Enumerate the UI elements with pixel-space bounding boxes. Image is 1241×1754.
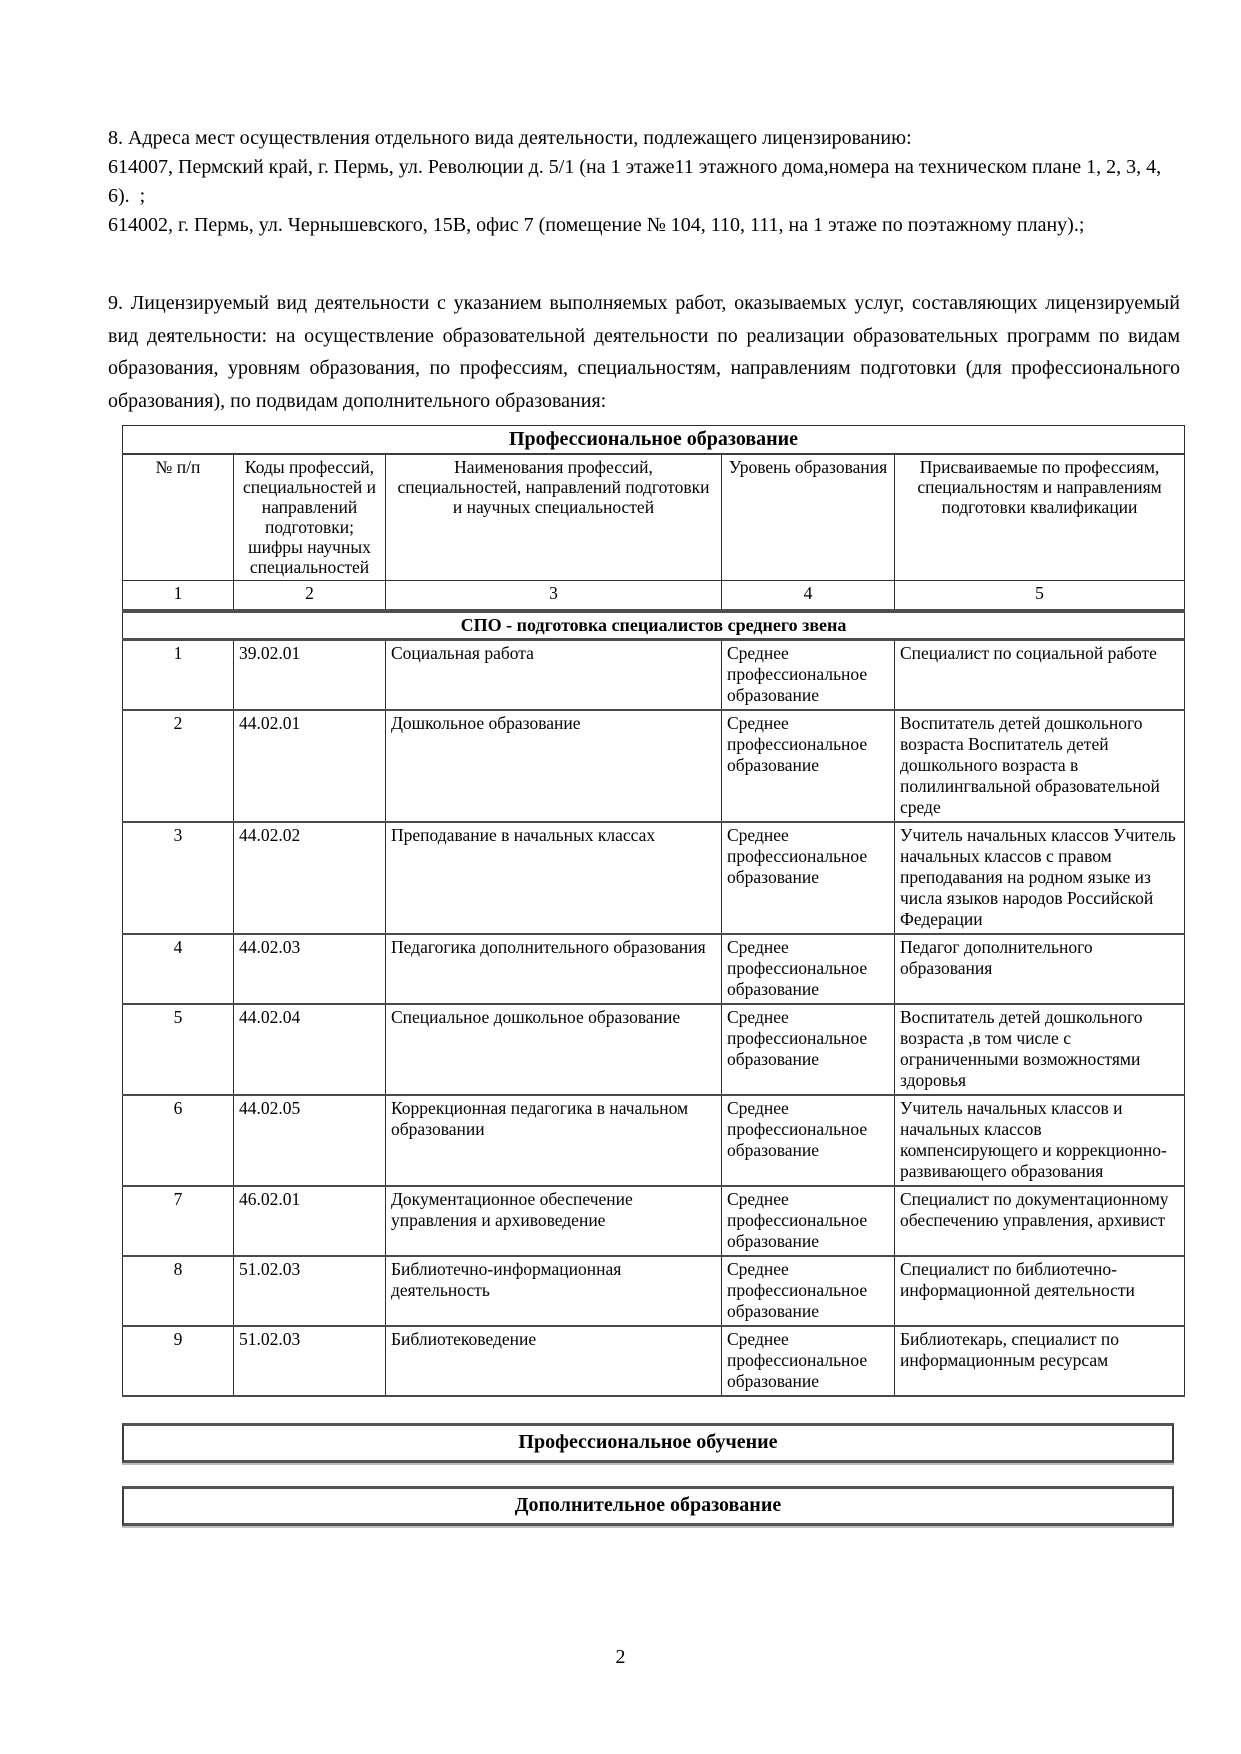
table-row bbox=[123, 1256, 1185, 1326]
column-header-codes: Коды профессий, специальностей и направлений подготовки; шифры научных специальностей bbox=[234, 454, 386, 581]
paragraph-8-intro: 8. Адреса мест осуществления отдельного вида деятельности, подлежащего лицензированию: bbox=[108, 127, 912, 149]
section-additional-education-label: Дополнительное образование bbox=[514, 1494, 782, 1516]
paragraph-8 bbox=[108, 124, 1180, 240]
cell-code: 51.02.03 bbox=[234, 1326, 386, 1396]
section-professional-training bbox=[122, 1423, 1174, 1463]
cell-qualification: Библиотекарь, специалист по информационным ресурсам bbox=[895, 1326, 1185, 1396]
cell-qualification: Учитель начальных классов Учитель начальных классов с правом преподавания на родном языке из числа языков народов Российской Федерации bbox=[895, 822, 1185, 934]
column-number-3: 3 bbox=[386, 581, 722, 612]
cell-code: 44.02.03 bbox=[234, 934, 386, 1004]
cell-code: 51.02.03 bbox=[234, 1256, 386, 1326]
cell-program-name: Документационное обеспечение управления и архивоведение bbox=[386, 1186, 722, 1256]
table-row bbox=[123, 1186, 1185, 1256]
column-number-1: 1 bbox=[123, 581, 234, 612]
page-number: 2 bbox=[615, 1646, 626, 1668]
table-row bbox=[123, 934, 1185, 1004]
cell-row-number: 1 bbox=[123, 640, 234, 711]
cell-education-level: Среднее профессиональное образование bbox=[722, 934, 895, 1004]
cell-program-name: Социальная работа bbox=[386, 640, 722, 711]
table-title: Профессиональное образование bbox=[123, 426, 1185, 455]
professional-education-table bbox=[122, 425, 1185, 1397]
cell-education-level: Среднее профессиональное образование bbox=[722, 1326, 895, 1396]
cell-qualification: Воспитатель детей дошкольного возраста Воспитатель детей дошкольного возраста в полилингвальной образовательной среде bbox=[895, 710, 1185, 822]
cell-qualification: Воспитатель детей дошкольного возраста ,в том числе с ограниченными возможностями здоровья bbox=[895, 1004, 1185, 1095]
column-header-level: Уровень образования bbox=[722, 454, 895, 581]
table-title-row bbox=[123, 426, 1185, 455]
column-header-qualifications: Присваиваемые по профессиям, специальностям и направлениям подготовки квалификации bbox=[895, 454, 1185, 581]
cell-row-number: 2 bbox=[123, 710, 234, 822]
table-body bbox=[123, 640, 1185, 1397]
cell-program-name: Библиотековедение bbox=[386, 1326, 722, 1396]
section-professional-training-label: Профессиональное обучение bbox=[518, 1431, 778, 1453]
cell-education-level: Среднее профессиональное образование bbox=[722, 1004, 895, 1095]
cell-code: 44.02.01 bbox=[234, 710, 386, 822]
cell-code: 44.02.05 bbox=[234, 1095, 386, 1186]
column-number-row bbox=[123, 581, 1185, 612]
cell-code: 44.02.02 bbox=[234, 822, 386, 934]
table-section-title: СПО - подготовка специалистов среднего звена bbox=[123, 611, 1185, 640]
table-row bbox=[123, 1004, 1185, 1095]
cell-code: 46.02.01 bbox=[234, 1186, 386, 1256]
cell-education-level: Среднее профессиональное образование bbox=[722, 1256, 895, 1326]
cell-row-number: 4 bbox=[123, 934, 234, 1004]
cell-row-number: 6 bbox=[123, 1095, 234, 1186]
cell-program-name: Библиотечно-информационная деятельность bbox=[386, 1256, 722, 1326]
cell-qualification: Учитель начальных классов и начальных классов компенсирующего и коррекционно-развивающего образования bbox=[895, 1095, 1185, 1186]
cell-program-name: Дошкольное образование bbox=[386, 710, 722, 822]
cell-code: 44.02.04 bbox=[234, 1004, 386, 1095]
column-header-number: № п/п bbox=[123, 454, 234, 581]
cell-program-name: Специальное дошкольное образование bbox=[386, 1004, 722, 1095]
column-number-2: 2 bbox=[234, 581, 386, 612]
column-number-5: 5 bbox=[895, 581, 1185, 612]
column-number-4: 4 bbox=[722, 581, 895, 612]
cell-row-number: 8 bbox=[123, 1256, 234, 1326]
cell-qualification: Педагог дополнительного образования bbox=[895, 934, 1185, 1004]
table-row bbox=[123, 710, 1185, 822]
cell-code: 39.02.01 bbox=[234, 640, 386, 711]
cell-row-number: 9 bbox=[123, 1326, 234, 1396]
cell-qualification: Специалист по документационному обеспечению управления, архивист bbox=[895, 1186, 1185, 1256]
table-section-row bbox=[123, 611, 1185, 640]
cell-education-level: Среднее профессиональное образование bbox=[722, 640, 895, 711]
paragraph-8-address-2: 614002, г. Пермь, ул. Чернышевского, 15В, офис 7 (помещение № 104, 110, 111, на 1 этаже по поэтажному плану).; bbox=[108, 214, 1085, 236]
cell-row-number: 7 bbox=[123, 1186, 234, 1256]
table-row bbox=[123, 1326, 1185, 1396]
paragraph-8-address-1: 614007, Пермский край, г. Пермь, ул. Революции д. 5/1 (на 1 этаже11 этажного дома,номера на техническом плане 1, 2, 3, 4, 6). ; bbox=[108, 156, 1167, 207]
cell-row-number: 3 bbox=[123, 822, 234, 934]
section-additional-education bbox=[122, 1486, 1174, 1526]
cell-program-name: Преподавание в начальных классах bbox=[386, 822, 722, 934]
cell-education-level: Среднее профессиональное образование bbox=[722, 710, 895, 822]
cell-education-level: Среднее профессиональное образование bbox=[722, 822, 895, 934]
cell-qualification: Специалист по библиотечно-информационной деятельности bbox=[895, 1256, 1185, 1326]
table-row bbox=[123, 1095, 1185, 1186]
table-header-row bbox=[123, 454, 1185, 581]
table-row bbox=[123, 822, 1185, 934]
paragraph-9: 9. Лицензируемый вид деятельности с указанием выполняемых работ, оказываемых услуг, составляющих лицензируемый вид деятельности: на осуществление образовательной деятельности по реализации образовательных программ по видам образования, уровням образования, по профессиям, специальностям, направлениям подготовки (для профессионального образования), по подвидам дополнительного образования: bbox=[108, 292, 1180, 412]
cell-row-number: 5 bbox=[123, 1004, 234, 1095]
table-row bbox=[123, 640, 1185, 711]
cell-qualification: Специалист по социальной работе bbox=[895, 640, 1185, 711]
cell-education-level: Среднее профессиональное образование bbox=[722, 1186, 895, 1256]
cell-education-level: Среднее профессиональное образование bbox=[722, 1095, 895, 1186]
cell-program-name: Коррекционная педагогика в начальном образовании bbox=[386, 1095, 722, 1186]
column-header-names: Наименования профессий, специальностей, направлений подготовки и научных специальностей bbox=[386, 454, 722, 581]
cell-program-name: Педагогика дополнительного образования bbox=[386, 934, 722, 1004]
